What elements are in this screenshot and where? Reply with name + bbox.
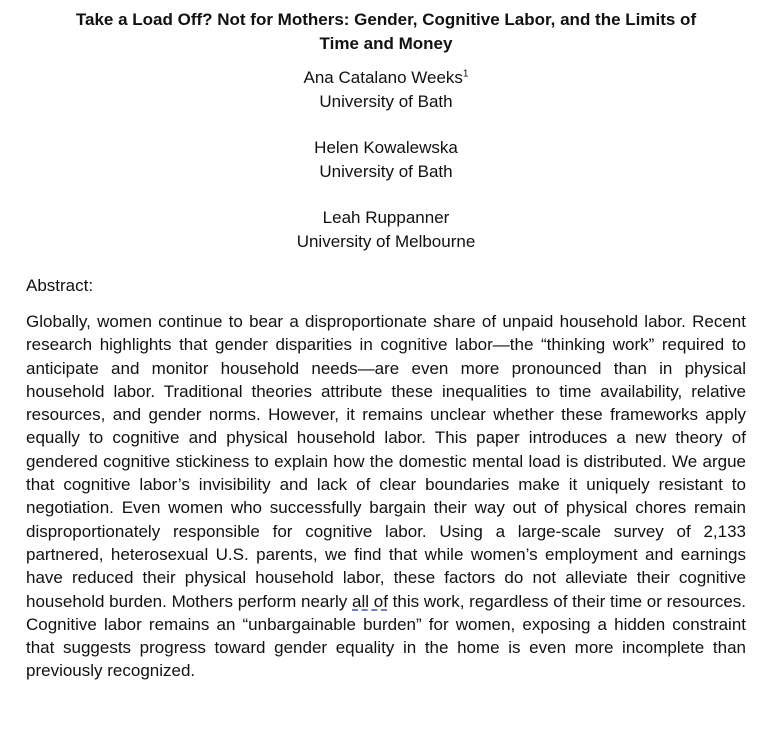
abstract-text: this work, regardless of their time or resources. Cognitive labor remains an “unbargainable burden” for women, exposing a hidden constraint that suggests progress toward gender equality in the home is even more incomplete than previously recognized. — [26, 591, 747, 681]
title-line-2: Time and Money — [319, 34, 453, 53]
abstract-body — [26, 310, 746, 683]
author-name: Leah Ruppanner — [322, 208, 450, 227]
title-line-1: Take a Load Off? Not for Mothers: Gender, Cognitive Labor, and the Limits of — [75, 10, 697, 29]
author-name: Helen Kowalewska — [314, 138, 458, 157]
author-block — [26, 66, 746, 114]
author-block — [26, 136, 746, 184]
paper-title — [26, 6, 746, 56]
author-affiliation: University of Melbourne — [296, 232, 476, 251]
grammar-flag[interactable]: all of — [352, 591, 388, 611]
author-name-text: Ana Catalano Weeks — [303, 68, 463, 87]
abstract-heading: Abstract: — [26, 276, 94, 295]
author-affiliation: University of Bath — [319, 162, 453, 181]
author-name — [26, 66, 746, 90]
author-list — [26, 66, 746, 254]
author-footnote-marker: 1 — [462, 68, 469, 80]
author-block — [26, 206, 746, 254]
abstract-text: Globally, women continue to bear a disproportionate share of unpaid household labor. Recent research highlights that gender disparities in cognitive labor—the “thinking work” required to anticipate and monitor household needs—are even more pronounced than in physical household labor. Traditional theories attribute these inequalities to time availability, relative resources, and gender norms. However, it remains unclear whether these frameworks apply equally to cognitive and physical household labor. This paper introduces a new theory of gendered cognitive stickiness to explain how the domestic mental load is distributed. We argue that cognitive labor’s invisibility and lack of clear boundaries make it uniquely resistant to negotiation. Even women who successfully bargain their way out of physical chores remain disproportionately responsible for cognitive labor. Using a large-scale survey of 2,133 partnered, heterosexual U.S. parents, we find that while women’s employment and earnings have reduced their physical household labor, these factors do not alleviate their cognitive household burden. Mothers perform nearly — [26, 312, 746, 611]
author-affiliation: University of Bath — [319, 92, 453, 111]
